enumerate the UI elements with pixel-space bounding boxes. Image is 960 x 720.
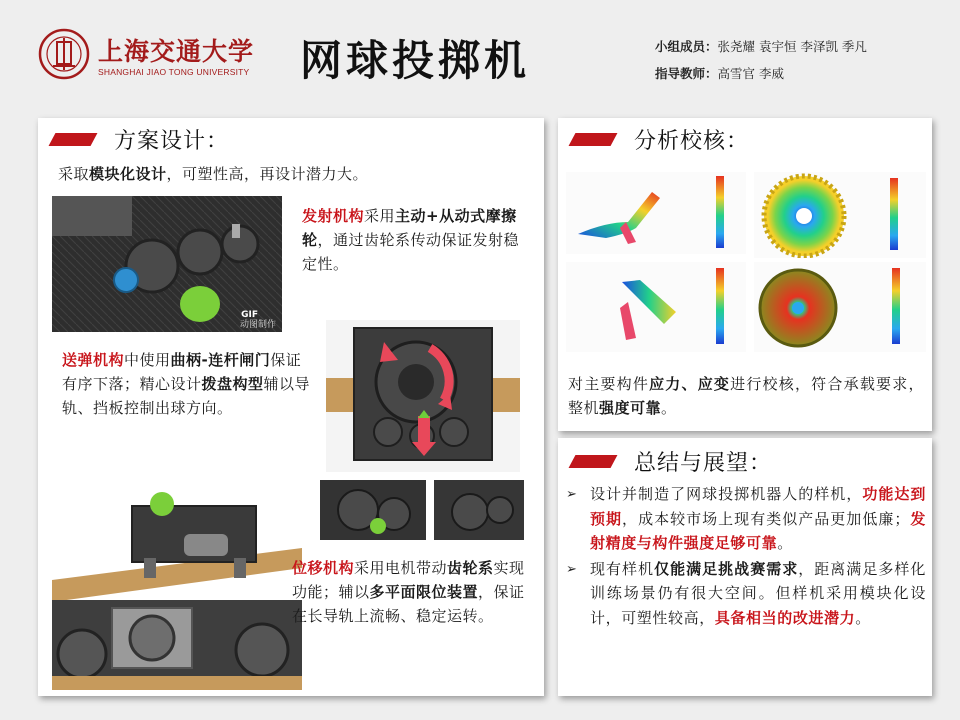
launch-mechanism-image bbox=[52, 196, 282, 332]
design-title: 方案设计： bbox=[114, 129, 230, 154]
movement-mechanism-text: 位移机构采用电机带动齿轮系实现功能；辅以多平面限位装置，保证在长导轨上流畅、稳定运转。 bbox=[292, 559, 525, 625]
advisors-names: 高雪官 李威 bbox=[717, 66, 784, 81]
gif-badge: GIF bbox=[241, 310, 258, 320]
bullet-arrow-icon: ➢ bbox=[566, 487, 578, 502]
fea-stress-arm-image bbox=[566, 172, 746, 254]
list-item bbox=[566, 482, 926, 556]
analysis-title: 分析校核： bbox=[634, 129, 750, 154]
team-info bbox=[655, 33, 867, 87]
page-title: 网球投掷机 bbox=[300, 36, 531, 85]
design-header bbox=[52, 124, 229, 155]
feed-detail-image-1 bbox=[320, 480, 426, 540]
list-item bbox=[566, 557, 926, 631]
analysis-text: 对主要构件应力、应变进行校核，符合承载要求，整机强度可靠。 bbox=[568, 375, 924, 417]
summary-title: 总结与展望： bbox=[634, 451, 773, 476]
summary-panel bbox=[558, 438, 932, 696]
logo-chinese-name: 上海交通大学 bbox=[98, 37, 255, 66]
members-label: 小组成员： bbox=[655, 39, 718, 54]
summary-point-1: 设计并制造了网球投掷机器人的样机，功能达到预期，成本较市场上现有类似产品更加低廉；发射精度与构件强度足够可靠。 bbox=[590, 485, 927, 552]
members-names: 张尧耀 袁宇恒 李泽凯 季凡 bbox=[717, 39, 867, 54]
design-intro: 采取模块化设计，可塑性高，再设计潜力大。 bbox=[58, 165, 369, 183]
summary-header bbox=[572, 446, 772, 477]
design-panel bbox=[38, 118, 544, 696]
section-flag-icon bbox=[49, 133, 98, 146]
sjtu-seal-icon bbox=[38, 28, 90, 80]
fea-strain-arm-image bbox=[566, 262, 746, 352]
section-flag-icon bbox=[569, 133, 618, 146]
section-flag-icon bbox=[569, 455, 618, 468]
feed-detail-image-2 bbox=[434, 480, 524, 540]
feed-mechanism-image bbox=[326, 320, 520, 472]
summary-list bbox=[566, 482, 926, 631]
fea-stress-gear-image bbox=[754, 172, 926, 258]
feed-mechanism-text: 送弹机构中使用曲柄-连杆闸门保证有序下落；精心设计拨盘构型辅以导轨、挡板控制出球方向。 bbox=[62, 351, 311, 417]
sjtu-logo bbox=[38, 28, 255, 84]
summary-point-2: 现有样机仅能满足挑战赛需求，距离满足多样化训练场景仍有很大空间。但样机采用模块化设计，可塑性较高，具备相当的改进潜力。 bbox=[590, 559, 926, 627]
bullet-arrow-icon: ➢ bbox=[566, 561, 578, 577]
launch-mechanism-text: 发射机构采用主动+从动式摩擦轮，通过齿轮系传动保证发射稳定性。 bbox=[302, 207, 520, 273]
analysis-panel bbox=[558, 118, 932, 431]
advisors-label: 指导教师： bbox=[655, 66, 718, 81]
analysis-header bbox=[572, 124, 749, 155]
fea-strain-gear-image bbox=[754, 262, 926, 352]
movement-mechanism-image bbox=[52, 484, 302, 690]
logo-english-name: SHANGHAI JIAO TONG UNIVERSITY bbox=[98, 67, 250, 77]
gif-caption: 动图制作 bbox=[239, 320, 276, 330]
